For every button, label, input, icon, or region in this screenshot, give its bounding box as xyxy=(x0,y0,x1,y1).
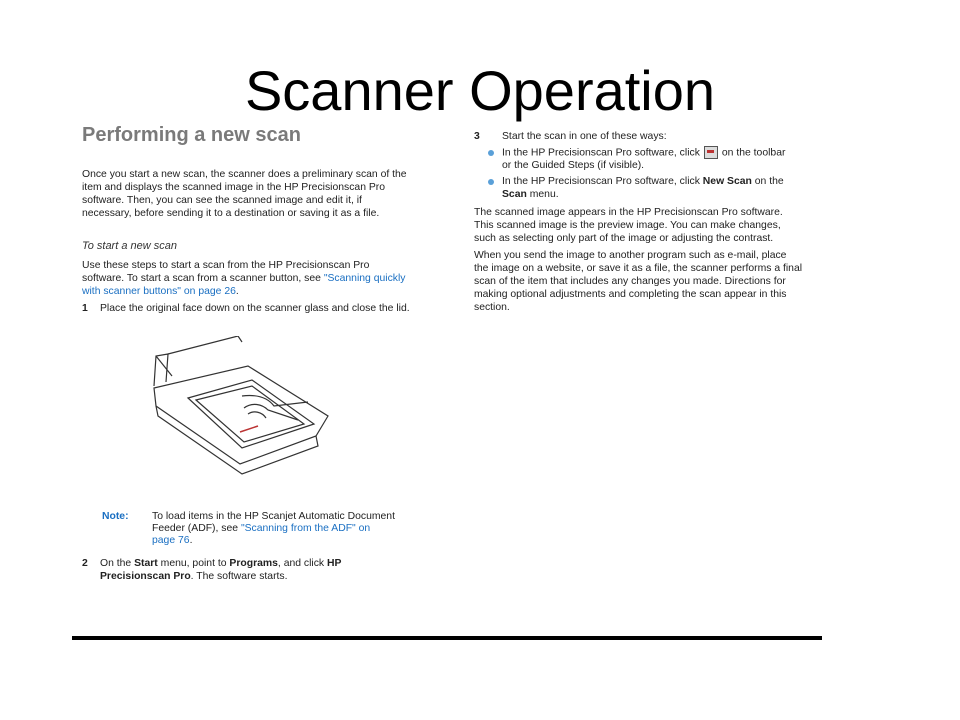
step-text: Place the original face down on the scanner glass and close the lid. xyxy=(100,303,410,314)
intro-line: Once you start a new scan, the scanner does a preliminary scan of the xyxy=(82,169,407,180)
text: In the HP Precisionscan Pro software, click xyxy=(502,176,703,187)
programs-label: Programs xyxy=(229,558,278,569)
scanner-illustration xyxy=(148,336,338,486)
text: or the Guided Steps (if visible). xyxy=(502,160,645,172)
subheading: To start a new scan xyxy=(82,240,177,252)
final-scan-paragraph xyxy=(474,249,802,314)
start-menu-label: Start xyxy=(134,558,158,569)
intro-line: software. Then, you can see the scanned image and edit it, if xyxy=(82,195,362,206)
scanning-adf-link[interactable]: "Scanning from the ADF" on xyxy=(240,523,371,534)
slide-title: Scanner Operation xyxy=(244,59,716,122)
para-line: the image on a website, or save it as a file, the scanner performs a final xyxy=(474,263,803,274)
text: menu. xyxy=(526,189,559,200)
steps-intro-line: Use these steps to start a scan from the HP Precisionscan Pro xyxy=(82,260,370,271)
para-line: making optional adjustments and completing the scan appear in this xyxy=(474,289,787,300)
para-line: such as selecting only part of the image or adjusting the contrast. xyxy=(474,233,774,244)
text: On the xyxy=(100,558,135,569)
bullet-text xyxy=(502,146,785,172)
para-line: scan of the item that includes any changes you made. Directions for xyxy=(474,276,786,287)
para-line: section. xyxy=(474,302,510,313)
note-line xyxy=(152,535,422,547)
text: In the HP Precisionscan Pro software, click xyxy=(502,147,700,159)
text: , and click xyxy=(277,558,328,569)
preview-paragraph xyxy=(474,206,783,245)
text: menu, point to xyxy=(157,558,230,569)
steps-intro xyxy=(82,259,405,298)
para-line: This scanned image is the preview image. You can make changes, xyxy=(474,220,781,231)
bullet-2 xyxy=(488,175,828,203)
note-body xyxy=(152,511,422,547)
note-line xyxy=(152,523,422,535)
step-1 xyxy=(82,302,442,316)
scan-menu-label: Scan xyxy=(502,189,527,200)
hp-label: HP xyxy=(327,558,342,569)
scanning-quickly-link-cont[interactable]: with scanner buttons" on page 26 xyxy=(82,286,236,297)
text: on the xyxy=(751,176,784,187)
para-line: When you send the image to another program such as e-mail, place xyxy=(474,250,787,261)
note-label: Note: xyxy=(102,511,129,522)
scanning-quickly-link[interactable]: "Scanning quickly xyxy=(323,273,406,284)
step-number: 1 xyxy=(82,303,88,314)
scanning-adf-link-cont[interactable]: page 76 xyxy=(152,535,190,546)
step-number: 3 xyxy=(474,131,480,142)
bullet-icon xyxy=(488,150,494,156)
step-text xyxy=(100,557,341,583)
section-heading: Performing a new scan xyxy=(82,124,301,146)
steps-intro-line xyxy=(82,285,405,298)
step-3 xyxy=(474,130,824,144)
step-number: 2 xyxy=(82,558,88,569)
new-scan-label: New Scan xyxy=(702,176,752,187)
text: . The software starts. xyxy=(190,571,288,582)
divider-rule xyxy=(72,636,822,640)
intro-line: item and displays the scanned image in the HP Precisionscan Pro xyxy=(82,182,386,193)
period: . xyxy=(235,286,239,297)
intro-paragraph xyxy=(82,168,407,220)
step-2 xyxy=(82,557,442,585)
bullet-icon xyxy=(488,179,494,185)
period: . xyxy=(189,535,193,546)
note-line: To load items in the HP Scanjet Automatic Document xyxy=(152,511,395,522)
bullet-1 xyxy=(488,146,828,174)
intro-line: necessary, before sending it to a destination or saving it as a file. xyxy=(82,208,380,219)
bullet-text xyxy=(502,175,784,201)
precisionscan-label: Precisionscan Pro xyxy=(100,571,191,582)
para-line: The scanned image appears in the HP Precisionscan Pro software. xyxy=(474,207,783,218)
note-text: Feeder (ADF), see xyxy=(152,523,241,534)
steps-intro-line xyxy=(82,272,405,285)
new-scan-toolbar-icon xyxy=(704,146,718,159)
step-text: Start the scan in one of these ways: xyxy=(502,131,667,142)
steps-intro-text: software. To start a scan from a scanner button, see xyxy=(82,273,324,284)
text: on the toolbar xyxy=(721,147,786,159)
